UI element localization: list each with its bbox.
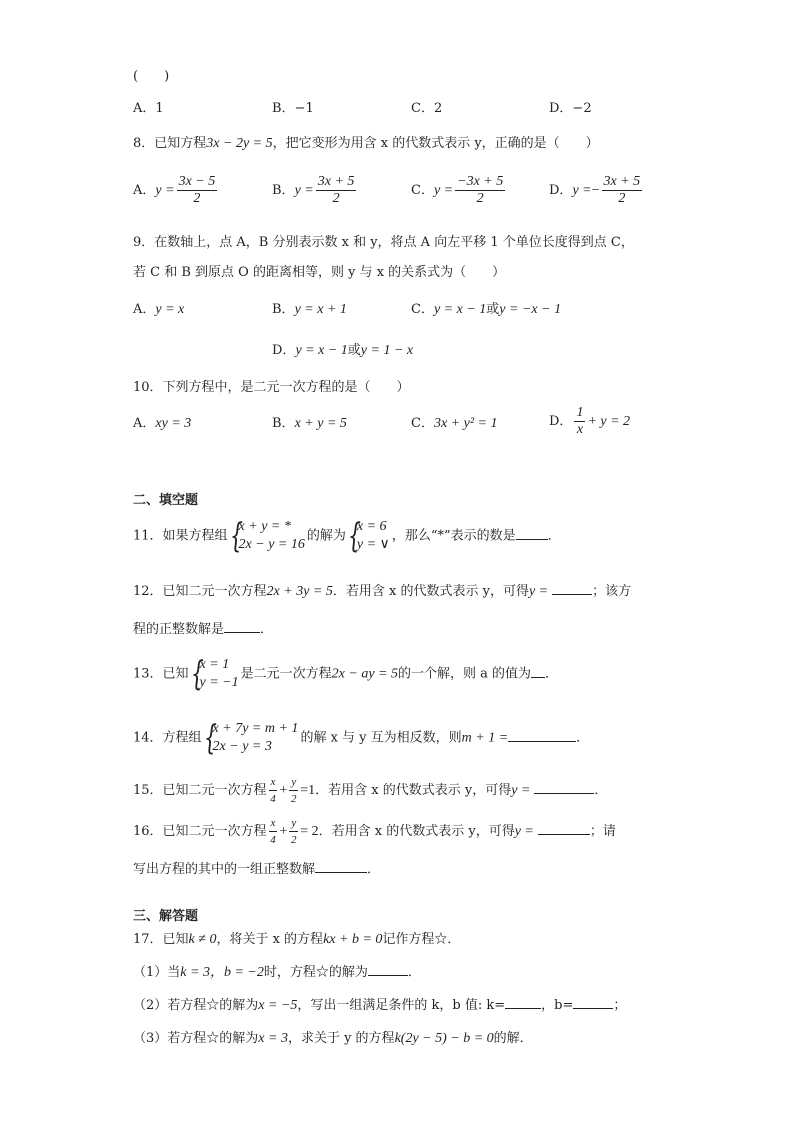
q8-frac-a <box>177 174 218 207</box>
q8-num-d: 3x + 5 <box>603 174 641 189</box>
q16-answer-blank-1[interactable] <box>538 822 590 835</box>
q9-math-c1: y = x − 1 <box>433 302 487 317</box>
q7-option-a: A．1 <box>133 101 164 116</box>
q10-stem: 10．下列方程中，是二元一次方程的是（ ） <box>133 380 410 395</box>
q17-p1-answer-blank[interactable] <box>368 963 408 976</box>
q16-lhs: y = <box>514 824 534 839</box>
q15-line <box>133 774 607 807</box>
q14-end: ． <box>576 730 590 746</box>
q11-b: 的解为 <box>306 528 346 544</box>
q16-frac-2 <box>289 815 298 848</box>
q13-sys-row1: x = 1 <box>199 657 230 672</box>
q11-a: 11．如果方程组 <box>133 528 228 544</box>
q17-a: 17．已知 <box>133 932 189 947</box>
q15-den-1: 4 <box>270 793 276 805</box>
q9-option-a <box>133 301 184 319</box>
q16-frac-1 <box>269 815 278 848</box>
q8-equation: 3x − 2y = 5 <box>206 136 273 151</box>
section-solve-title: 三、解答题 <box>133 909 199 924</box>
q9-option-d <box>272 342 413 360</box>
q10-option-b <box>272 415 347 433</box>
q8-den-c: 2 <box>476 191 484 206</box>
q9-math-c2: y = −x − 1 <box>499 302 562 317</box>
q15-den-2: 2 <box>291 793 297 805</box>
q9-or-c: 或 <box>486 302 500 317</box>
q16-line-2 <box>133 860 380 879</box>
q15-answer-blank[interactable] <box>534 781 594 794</box>
q9-label-c: C． <box>411 302 434 317</box>
q11-sys2-row2: y = ∨ <box>356 537 390 552</box>
q12-line2-text: 程的正整数解是 <box>133 622 225 637</box>
q12-equation: 2x + 3y = 5 <box>266 584 333 599</box>
q10-label-c: C． <box>411 416 434 431</box>
q17-part-1 <box>133 963 421 982</box>
q9-line-1: 9．在数轴上，点 A，B 分别表示数 x 和 y，将点 A 向左平移 1 个单位长度得到点 C， <box>133 235 634 250</box>
q10-den-d: x <box>576 422 584 437</box>
q8-num-a: 3x − 5 <box>178 174 216 189</box>
q8-den-a: 2 <box>193 191 201 206</box>
q15-lhs: y = <box>511 783 531 798</box>
q9-label-d: D． <box>272 343 296 358</box>
q12-a: 12．已知二元一次方程 <box>133 584 267 599</box>
q13-line <box>133 656 558 692</box>
q10-num-d: 1 <box>576 405 584 420</box>
q8-neg: − <box>591 183 600 198</box>
q16-num-1: x <box>269 815 278 832</box>
q9-math-b: y = x + 1 <box>294 302 347 317</box>
q17-k-nonzero: k ≠ 0 <box>188 932 217 947</box>
q16-den-2: 2 <box>291 834 297 846</box>
q8-option-d <box>549 174 644 207</box>
q17-part-3 <box>133 1030 533 1048</box>
q16-den-1: 4 <box>270 834 276 846</box>
q10-frac-d <box>574 405 585 438</box>
q15-b: ．若用含 x 的代数式表示 y，可得 <box>315 783 512 798</box>
q11-end: ． <box>547 528 561 544</box>
brace-icon: { <box>229 516 243 556</box>
q7-option-c: C．2 <box>411 101 443 116</box>
brace-icon: { <box>203 718 217 758</box>
q17-p3-math: x = 3 <box>258 1031 288 1046</box>
q16-a: 16．已知二元一次方程 <box>133 824 267 839</box>
q9-option-c <box>411 301 561 319</box>
q10-option-a <box>133 415 191 433</box>
q16-c: ；请 <box>589 824 616 839</box>
q15-num-1: x <box>269 774 278 791</box>
q10-math-a: xy = 3 <box>155 416 192 431</box>
q13-answer-blank[interactable] <box>531 665 545 678</box>
q10-label-b: B． <box>272 416 295 431</box>
q9-label-a: A． <box>133 302 156 317</box>
q8-label-d: D． <box>549 183 573 198</box>
q13-b: 是二元一次方程 <box>240 666 332 682</box>
q8-label-c: C． <box>411 183 434 198</box>
q17-p2-end: ； <box>613 998 627 1013</box>
q7-option-b: B．−1 <box>272 101 314 116</box>
q8-frac-c <box>455 174 505 207</box>
q8-option-c <box>411 174 507 207</box>
q14-sys-row2: 2x − y = 3 <box>212 739 272 754</box>
q8-label-b: B． <box>272 183 295 198</box>
q9-math-d1: y = x − 1 <box>295 343 348 358</box>
q14-system <box>204 720 299 756</box>
q17-p1-math: k = 3，b = −2 <box>180 965 264 980</box>
q8-option-b <box>272 174 358 207</box>
q16-line2-text: 写出方程的其中的一组正整数解 <box>133 862 316 877</box>
q15-plus: + <box>279 783 288 798</box>
q8-den-b: 2 <box>332 191 340 206</box>
q10-math-c: 3x + y² = 1 <box>433 416 498 431</box>
q8-den-d: 2 <box>618 191 626 206</box>
q8-frac-d <box>602 174 643 207</box>
q8-num-c: −3x + 5 <box>457 174 504 189</box>
q10-label-d: D． <box>549 414 573 429</box>
q16-line-1 <box>133 815 616 848</box>
q16-rhs: = 2 <box>300 824 319 839</box>
q14-equation: m + 1 = <box>461 730 509 746</box>
q12-c: ；该方 <box>592 584 632 599</box>
q10-option-d <box>549 405 630 438</box>
q8-label-a: A． <box>133 183 156 198</box>
q11-c: ，那么“*”表示的数是 <box>391 528 516 544</box>
q16-answer-blank-2[interactable] <box>315 860 367 873</box>
q13-system <box>191 656 239 692</box>
q14-b: 的解 x 与 y 互为相反数，则 <box>300 730 462 746</box>
q17-p2-c: ，b= <box>541 998 574 1013</box>
q8-stem-b: ，把它变形为用含 x 的代数式表示 y，正确的是（ ） <box>272 136 599 151</box>
q11-sys1-row2: 2x − y = 16 <box>238 537 305 552</box>
q14-a: 14．方程组 <box>133 730 202 746</box>
q17-p2-a: （2）若方程☆的解为 <box>133 998 259 1013</box>
q8-lhs: y = <box>155 183 175 198</box>
q17-p2-b: ，写出一组满足条件的 k，b 值: k= <box>297 998 506 1013</box>
q11-system-1 <box>230 518 305 554</box>
q14-sys-row1: x + 7y = m + 1 <box>212 721 299 736</box>
q10-tail-d: + y = 2 <box>587 414 631 429</box>
brace-icon: { <box>190 654 204 694</box>
q9-label-b: B． <box>272 302 295 317</box>
q11-sys1-row1: x + y = * <box>238 519 291 534</box>
q15-num-2: y <box>289 774 298 791</box>
q17-p3-b: ，求关于 y 的方程 <box>287 1031 395 1046</box>
q12-line-1 <box>133 582 631 601</box>
q11-line <box>133 518 561 554</box>
q16-plus: + <box>279 824 288 839</box>
q17-p2-b-blank[interactable] <box>573 996 613 1009</box>
q8-option-a <box>133 174 219 207</box>
q9-math-a: y = x <box>155 302 185 317</box>
q13-end: ． <box>545 666 559 682</box>
q7-paren: ( ) <box>133 69 170 84</box>
q17-part-2 <box>133 996 626 1015</box>
q17-p1-a: （1）当 <box>133 965 181 980</box>
q7-option-d: D．−2 <box>549 101 592 116</box>
q12-lhs: y = <box>528 584 549 599</box>
q17-p2-k-blank[interactable] <box>505 996 541 1009</box>
q17-p1-b: 时，方程☆的解为 <box>263 965 368 980</box>
q11-system-2 <box>348 518 390 554</box>
q8-lhs: y = <box>572 183 592 198</box>
q11-sys2-row1: x = 6 <box>356 519 387 534</box>
q12-b: ．若用含 x 的代数式表示 y，可得 <box>332 584 529 599</box>
q9-math-d2: y = 1 − x <box>360 343 414 358</box>
q11-answer-blank[interactable] <box>516 527 548 540</box>
q15-frac-1 <box>269 774 278 807</box>
q16-b: ．若用含 x 的代数式表示 y，可得 <box>318 824 515 839</box>
q17-p3-a: （3）若方程☆的解为 <box>133 1031 259 1046</box>
q10-math-b: x + y = 5 <box>294 416 347 431</box>
q17-b: ，将关于 x 的方程 <box>216 932 324 947</box>
q12-answer-blank-2[interactable] <box>224 620 260 633</box>
q9-or-d: 或 <box>347 343 361 358</box>
q8-stem-a: 8．已知方程 <box>133 136 207 151</box>
q8-stem <box>133 135 599 153</box>
q17-equation: kx + b = 0 <box>323 932 383 947</box>
q8-lhs: y = <box>294 183 314 198</box>
q17-p3-equation: k(2y − 5) − b = 0 <box>394 1031 494 1046</box>
q15-rhs: =1 <box>300 783 316 798</box>
q8-num-b: 3x + 5 <box>317 174 355 189</box>
q16-end: ． <box>367 862 381 877</box>
q12-answer-blank-1[interactable] <box>552 582 592 595</box>
q15-a: 15．已知二元一次方程 <box>133 783 267 798</box>
q12-end: ． <box>260 622 274 637</box>
brace-icon: { <box>347 516 361 556</box>
q17-p1-end: ． <box>407 965 421 980</box>
q12-line-2 <box>133 620 273 639</box>
q15-frac-2 <box>289 774 298 807</box>
section-fill-in-title: 二、填空题 <box>133 493 199 508</box>
q14-answer-blank[interactable] <box>508 729 576 742</box>
q15-end: ． <box>594 783 608 798</box>
q13-a: 13．已知 <box>133 666 189 682</box>
q10-label-a: A． <box>133 416 156 431</box>
q8-frac-b <box>316 174 357 207</box>
q13-equation: 2x − ay = 5 <box>331 666 398 682</box>
q17-stem <box>133 931 460 949</box>
q8-lhs: y = <box>433 183 454 198</box>
q9-option-b <box>272 301 347 319</box>
q9-line-2: 若 C 和 B 到原点 O 的距离相等，则 y 与 x 的关系式为（ ） <box>133 265 506 280</box>
q16-num-2: y <box>289 815 298 832</box>
q17-c: 记作方程☆． <box>382 932 461 947</box>
q17-p2-math: x = −5 <box>258 998 298 1013</box>
q13-c: 的一个解，则 a 的值为 <box>398 666 532 682</box>
q14-line <box>133 720 589 756</box>
q13-sys-row2: y = −1 <box>199 675 239 690</box>
q10-option-c <box>411 415 497 433</box>
q17-p3-c: 的解． <box>493 1031 533 1046</box>
